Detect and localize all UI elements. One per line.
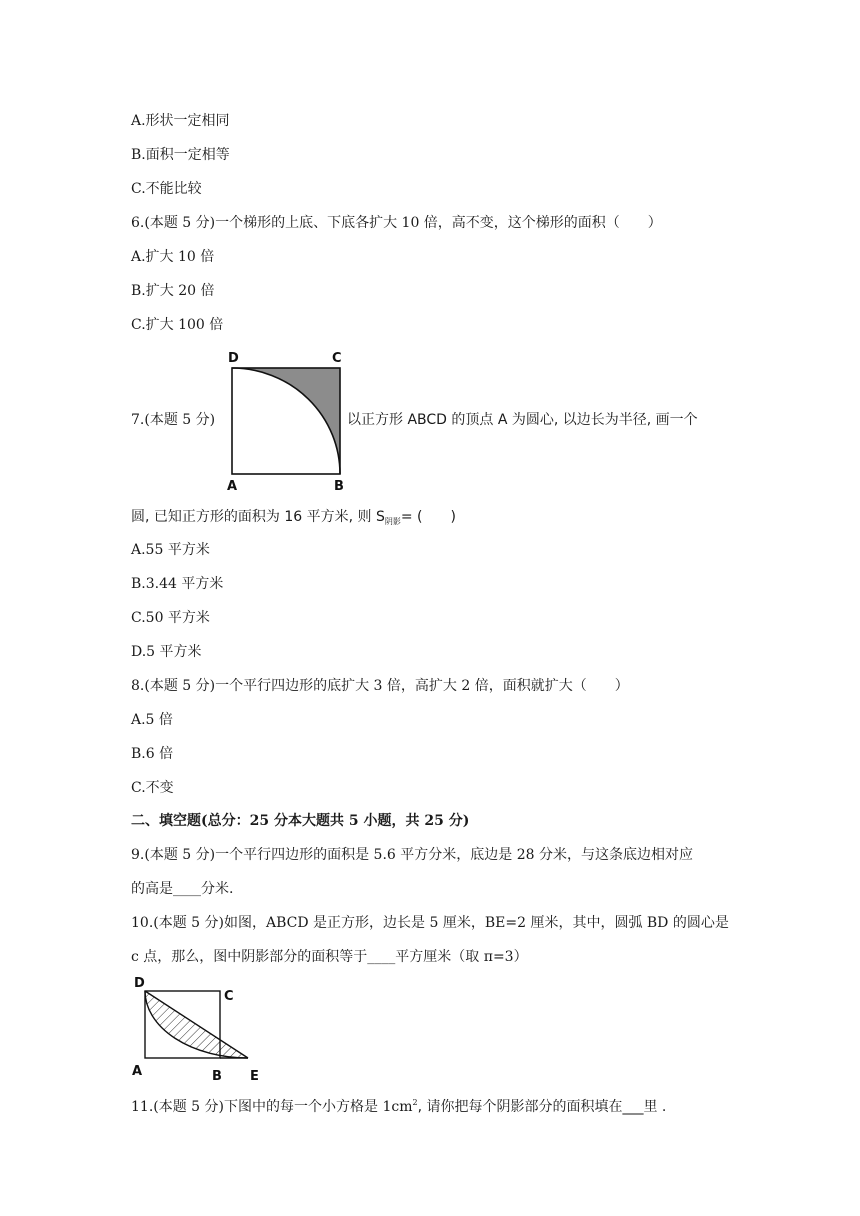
q7-label-b: B xyxy=(334,479,344,494)
q10-label-b: B xyxy=(212,1069,222,1084)
q10-label-a: A xyxy=(132,1064,143,1079)
q8-option-b: B.6 倍 xyxy=(131,746,174,762)
q5-option-c: C.不能比较 xyxy=(131,181,202,197)
q7-option-a: A.55 平方米 xyxy=(131,542,210,558)
q7-text-after: = ( ) xyxy=(400,509,456,525)
q7-shaded-region xyxy=(232,368,340,474)
q9-line2: 的高是____分米. xyxy=(131,881,234,897)
q11-stem xyxy=(131,1094,666,1116)
q11-text-after: , 请你把每个阴影部分的面积填在___里 . xyxy=(417,1099,667,1115)
q9-line1: 9.(本题 5 分)一个平行四边形的面积是 5.6 平方分米，底边是 28 分米，与这条底边相对应 xyxy=(131,847,693,863)
q7-label-c: C xyxy=(332,351,342,366)
q6-option-b: B.扩大 20 倍 xyxy=(131,283,215,299)
q5-option-b: B.面积一定相等 xyxy=(131,147,230,163)
q7-label-d: D xyxy=(228,351,239,366)
q11-superscript: 2 xyxy=(412,1098,418,1107)
q6-option-c: C.扩大 100 倍 xyxy=(131,317,224,333)
q7-option-c: C.50 平方米 xyxy=(131,610,210,626)
q7-text-before: 圆, 已知正方形的面积为 16 平方米, 则 S xyxy=(131,509,385,525)
q10-line2: c 点，那么，图中阴影部分的面积等于____平方厘米（取 π=3） xyxy=(131,949,528,965)
q7-prefix: 7.(本题 5 分) xyxy=(131,412,216,428)
q6-option-a: A.扩大 10 倍 xyxy=(131,249,215,265)
q8-option-c: C.不变 xyxy=(131,780,174,796)
q10-label-d: D xyxy=(134,976,145,991)
q7-option-d: D.5 平方米 xyxy=(131,644,202,660)
q7-figure xyxy=(222,344,348,494)
section2-heading: 二、填空题(总分：25 分本大题共 5 小题，共 25 分) xyxy=(131,813,470,829)
q7-text-continued xyxy=(131,508,456,531)
q7-subscript-shadow: 阴影 xyxy=(384,517,401,526)
q7-text-right: 以正方形 ABCD 的顶点 A 为圆心, 以边长为半径, 画一个 xyxy=(347,412,698,428)
q7-option-b: B.3.44 平方米 xyxy=(131,576,224,592)
q8-stem: 8.(本题 5 分)一个平行四边形的底扩大 3 倍，高扩大 2 倍，面积就扩大（ ） xyxy=(131,678,629,694)
q10-label-c: C xyxy=(224,989,234,1004)
q10-label-e: E xyxy=(250,1069,259,1084)
q6-stem: 6.(本题 5 分)一个梯形的上底、下底各扩大 10 倍，高不变，这个梯形的面积（ ） xyxy=(131,215,662,231)
q8-option-a: A.5 倍 xyxy=(131,712,173,728)
q10-figure xyxy=(128,972,268,1084)
q7-label-a: A xyxy=(227,479,238,494)
q10-line1: 10.(本题 5 分)如图，ABCD 是正方形，边长是 5 厘米，BE=2 厘米，其中，圆弧 BD 的圆心是 xyxy=(131,915,729,931)
q5-option-a: A.形状一定相同 xyxy=(131,113,230,129)
q11-text-before: 11.(本题 5 分)下图中的每一个小方格是 1cm xyxy=(131,1099,413,1115)
